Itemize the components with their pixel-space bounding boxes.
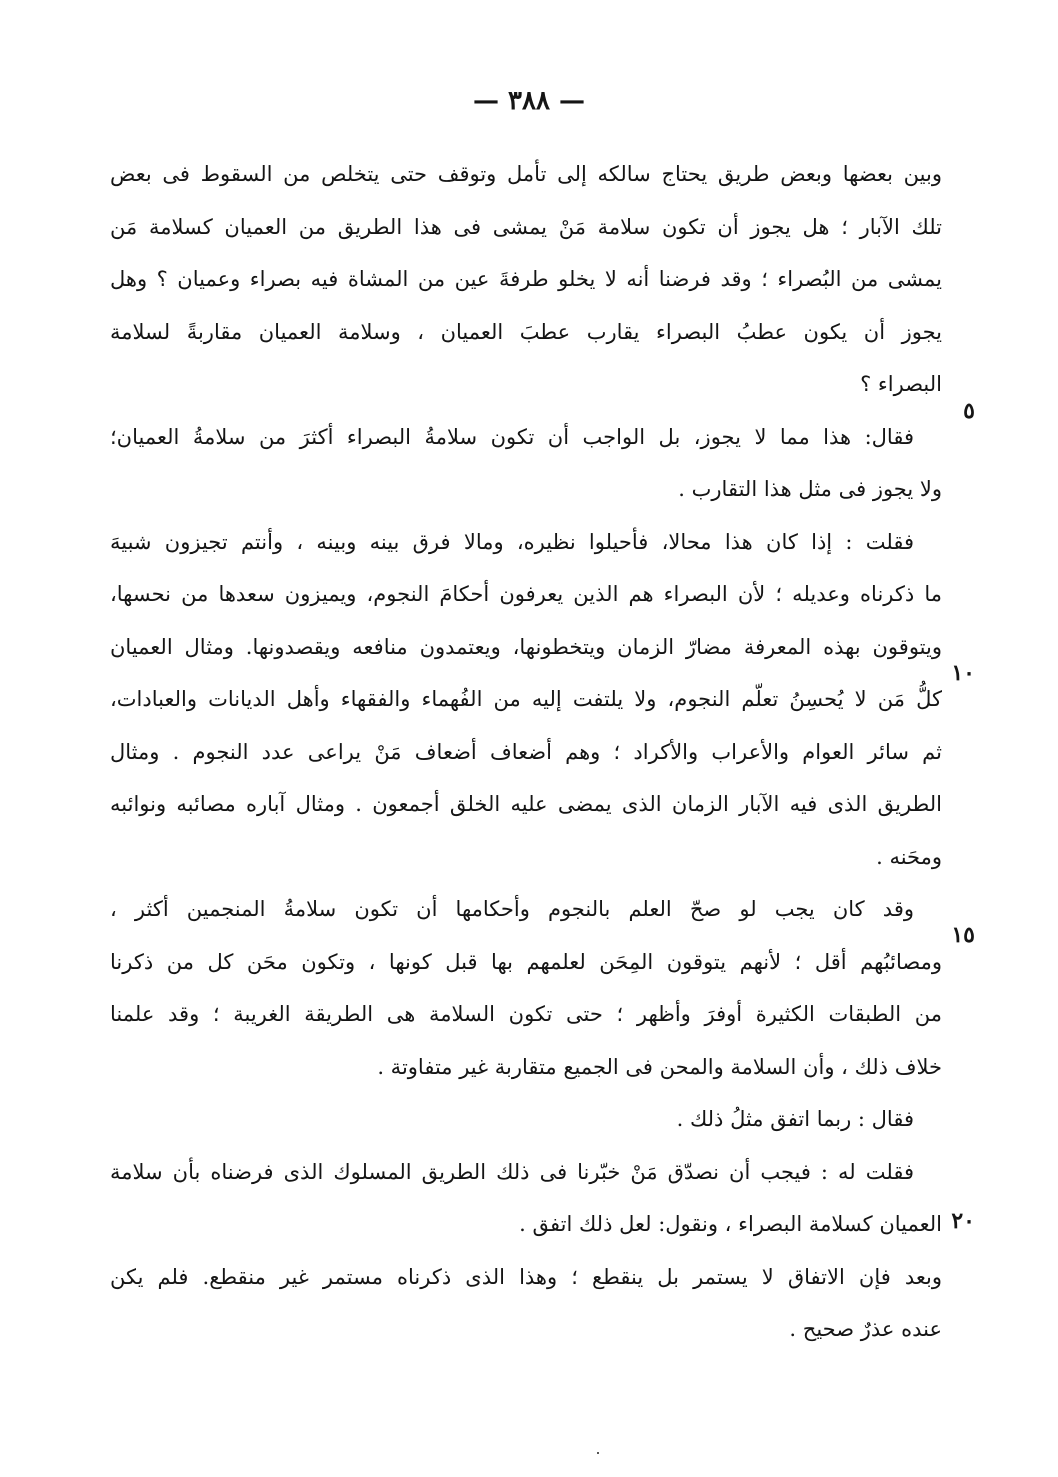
text-line: فقال: هذا مما لا يجوز، بل الواجب أن تكون سلامةُ البصراء أكثرَ من سلامةُ العميان؛: [110, 424, 914, 449]
text-line: فقلت له : فيجب أن نصدّق مَنْ خبّرنا فى ذلك الطريق المسلوك الذى فرضناه بأن سلامة: [110, 1159, 914, 1184]
text-line: وبين بعضها وبعض طريق يحتاج سالكه إلى تأمل وتوقف حتى يتخلص من السقوط فى بعض: [110, 162, 942, 186]
text-line: تلك الآبار ؛ هل يجوز أن تكون سلامة مَنْ يمشى فى هذا الطريق من العميان كسلامة مَن: [110, 214, 942, 239]
text-line: فقال : ربما اتفق مثلُ ذلك .: [676, 1107, 914, 1131]
text-line: يمشى من البُصراء ؛ وقد فرضنا أنه لا يخلو طرفةَ عين من المشاة فيه بصراء وعميان ؟ وهل: [110, 267, 942, 291]
text-line: ويتوقون بهذه المعرفة مضارّ الزمان ويتخطونها، ويعتمدون منافعه ويقصدونها. ومثال العميان: [110, 634, 942, 659]
text-line: عنده عذرٌ صحيح .: [789, 1317, 942, 1341]
text-line: من الطبقات الكثيرة أوفرَ وأظهر ؛ حتى تكون السلامة هى الطريقة الغريبة ؛ وقد علمنا: [110, 1002, 942, 1026]
text-line: يجوز أن يكون عطبُ البصراء يقارب عطبَ العميان ، وسلامة العميان مقاربةً لسلامة: [110, 319, 942, 344]
text-line: فقلت : إذا كان هذا محالا، فأحيلوا نظيره، ومالا فرق بينه وبينه ، وأنتم تجيزون شبيهَ: [110, 529, 914, 554]
body-text: [110, 148, 942, 1356]
page-number: — ٣٨٨ —: [472, 86, 586, 116]
text-line: وبعد فإن الاتفاق لا يستمر بل ينقطع ؛ وهذا الذى ذكرناه مستمر غير منقطع. فلم يكن: [110, 1264, 942, 1289]
line-number-15: ١٥: [951, 922, 975, 948]
text-line: البصراء ؟: [860, 372, 942, 396]
scan-speck: [597, 1452, 599, 1454]
text-line: وقد كان يجب لو صحّ العلم بالنجوم وأحكامها أن تكون سلامةُ المنجمين أكثر ،: [110, 897, 914, 921]
text-line: كلُّ مَن لا يُحسِنُ تعلّم النجوم، ولا يلتفت إليه من الفُهماء والفقهاء وأهل الديانات والعبادات،: [110, 687, 942, 711]
text-line: خلاف ذلك ، وأن السلامة والمحن فى الجميع متقاربة غير متفاوتة .: [377, 1054, 942, 1079]
text-line: الطريق الذى فيه الآبار الزمان الذى يمضى عليه الخلق أجمعون . ومثال آباره مصائبه ونوائبه: [110, 792, 942, 816]
line-number-20: ٢٠: [951, 1208, 975, 1234]
line-number-5: ٥: [963, 398, 975, 424]
text-line: ثم سائر العوام والأعراب والأكراد ؛ وهم أضعاف أضعاف مَنْ يراعى عدد النجوم . ومثال: [110, 739, 942, 764]
text-line: ما ذكرناه وعديله ؛ لأن البصراء هم الذين يعرفون أحكامَ النجوم، ويميزون سعدها من نحسها،: [110, 582, 942, 606]
text-line: ومصائبُهم أقل ؛ لأنهم يتوقون المِحَن لعلمهم بها قبل كونها ، وتكون محَن كل من ذكرنا: [110, 949, 942, 974]
text-line: العميان كسلامة البصراء ، ونقول: لعل ذلك اتفق .: [519, 1212, 942, 1236]
text-line: ولا يجوز فى مثل هذا التقارب .: [678, 477, 942, 501]
line-number-10: ١٠: [951, 660, 975, 686]
text-line: ومحَنه .: [876, 844, 942, 869]
